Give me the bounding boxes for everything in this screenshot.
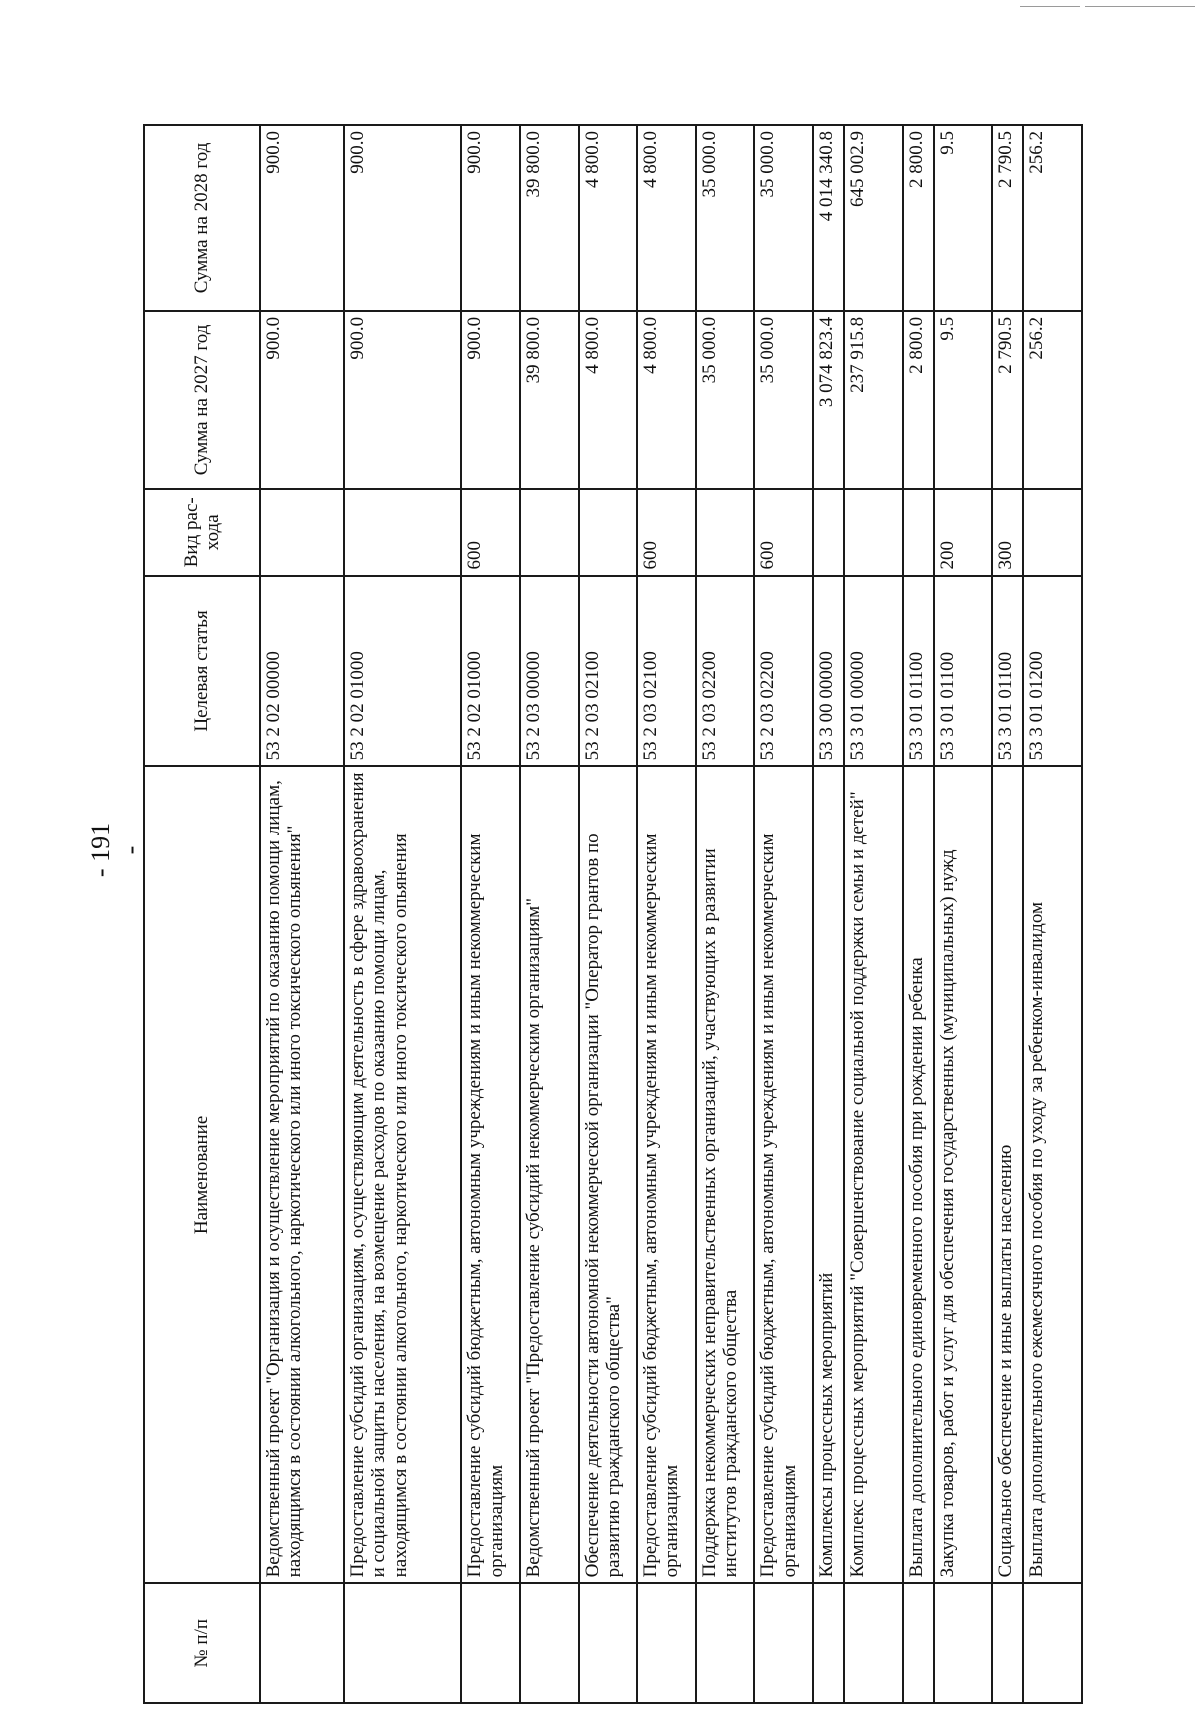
row-code-cell: 53 3 01 01100 (992, 576, 1023, 767)
row-num-cell (637, 1583, 696, 1703)
row-vid-cell: 600 (461, 489, 520, 576)
row-sum-2027-cell: 3 074 823.4 (813, 311, 844, 489)
table-row (992, 125, 1023, 1703)
row-name-cell: Выплата дополнительного ежемесячного пособия по уходу за ребенком-инвалидом (1023, 766, 1082, 1583)
row-sum-2028-cell: 256.2 (1023, 125, 1082, 311)
header-vid: Вид рас- хода (144, 489, 260, 576)
row-sum-2028-cell: 645 002.9 (844, 125, 903, 311)
row-code-cell: 53 3 01 01100 (903, 576, 934, 767)
row-vid-cell: 600 (754, 489, 813, 576)
row-num-cell (696, 1583, 755, 1703)
table-row (934, 125, 993, 1703)
table-row (637, 125, 696, 1703)
table-row (903, 125, 934, 1703)
row-vid-cell: 600 (637, 489, 696, 576)
row-code-cell: 53 2 02 01000 (461, 576, 520, 767)
row-sum-2027-cell: 237 915.8 (844, 311, 903, 489)
row-sum-2027-cell: 900.0 (344, 311, 461, 489)
row-sum-2027-cell: 4 800.0 (579, 311, 638, 489)
row-vid-cell (813, 489, 844, 576)
table-row (520, 125, 579, 1703)
row-vid-cell (520, 489, 579, 576)
page-number: - 191 - (86, 822, 145, 878)
row-num-cell (520, 1583, 579, 1703)
row-name-cell: Предоставление субсидий бюджетным, автономным учреждениям и иным некоммерческим организациям (754, 766, 813, 1583)
row-vid-cell (1023, 489, 1082, 576)
row-sum-2028-cell: 4 800.0 (579, 125, 638, 311)
budget-table-container (143, 124, 1083, 1704)
row-vid-cell: 300 (992, 489, 1023, 576)
table-row (844, 125, 903, 1703)
row-sum-2027-cell: 35 000.0 (754, 311, 813, 489)
row-sum-2027-cell: 39 800.0 (520, 311, 579, 489)
row-vid-cell (579, 489, 638, 576)
table-row (461, 125, 520, 1703)
table-row (754, 125, 813, 1703)
header-sum-2027: Сумма на 2027 год (144, 311, 260, 489)
row-name-cell: Выплата дополнительного единовременного пособия при рождении ребенка (903, 766, 934, 1583)
row-num-cell (260, 1583, 344, 1703)
header-name: Наименование (144, 766, 260, 1583)
table-row (1023, 125, 1082, 1703)
row-sum-2028-cell: 9.5 (934, 125, 993, 311)
scan-artifact-line (1085, 6, 1195, 7)
budget-table (143, 124, 1083, 1704)
scan-artifact-line (1020, 6, 1080, 7)
header-num: № п/п (144, 1583, 260, 1703)
row-name-cell: Обеспечение деятельности автономной некоммерческой организации "Оператор грантов по развитию гражданского общества" (579, 766, 638, 1583)
row-code-cell: 53 2 03 02100 (579, 576, 638, 767)
row-code-cell: 53 2 03 02200 (754, 576, 813, 767)
row-num-cell (992, 1583, 1023, 1703)
row-name-cell: Поддержка некоммерческих неправительственных организаций, участвующих в развитии институтов гражданского общества (696, 766, 755, 1583)
row-sum-2027-cell: 4 800.0 (637, 311, 696, 489)
row-num-cell (844, 1583, 903, 1703)
row-name-cell: Ведомственный проект "Организация и осуществление мероприятий по оказанию помощи лицам, находящимся в состоянии алкогольного, наркотического или иного токсического опьянения" (260, 766, 344, 1583)
row-num-cell (903, 1583, 934, 1703)
row-num-cell (934, 1583, 993, 1703)
row-vid-cell (344, 489, 461, 576)
table-row (344, 125, 461, 1703)
row-sum-2027-cell: 2 800.0 (903, 311, 934, 489)
table-row (579, 125, 638, 1703)
row-num-cell (579, 1583, 638, 1703)
row-sum-2027-cell: 900.0 (461, 311, 520, 489)
row-sum-2028-cell: 35 000.0 (754, 125, 813, 311)
row-name-cell: Социальное обеспечение и иные выплаты населению (992, 766, 1023, 1583)
row-code-cell: 53 3 01 01100 (934, 576, 993, 767)
header-code: Целевая статья (144, 576, 260, 767)
row-code-cell: 53 2 03 02100 (637, 576, 696, 767)
row-name-cell: Комплекс процессных мероприятий "Совершенствование социальной поддержки семьи и детей" (844, 766, 903, 1583)
row-vid-cell (903, 489, 934, 576)
row-code-cell: 53 2 02 00000 (260, 576, 344, 767)
row-sum-2028-cell: 39 800.0 (520, 125, 579, 311)
row-sum-2028-cell: 4 800.0 (637, 125, 696, 311)
row-code-cell: 53 3 01 00000 (844, 576, 903, 767)
row-sum-2027-cell: 256.2 (1023, 311, 1082, 489)
row-code-cell: 53 3 01 01200 (1023, 576, 1082, 767)
row-name-cell: Комплексы процессных мероприятий (813, 766, 844, 1583)
row-vid-cell (844, 489, 903, 576)
row-sum-2027-cell: 900.0 (260, 311, 344, 489)
row-sum-2028-cell: 4 014 340.8 (813, 125, 844, 311)
row-num-cell (344, 1583, 461, 1703)
row-num-cell (1023, 1583, 1082, 1703)
row-code-cell: 53 2 03 02200 (696, 576, 755, 767)
row-name-cell: Предоставление субсидий организациям, осуществляющим деятельность в сфере здравоохранения и социальной защиты населения, на возмещение расходов по оказанию помощи лицам, находящимся в состоянии алкогольного, наркотического или иного токсического опьянения (344, 766, 461, 1583)
row-name-cell: Предоставление субсидий бюджетным, автономным учреждениям и иным некоммерческим организациям (461, 766, 520, 1583)
row-sum-2028-cell: 2 790.5 (992, 125, 1023, 311)
row-sum-2028-cell: 35 000.0 (696, 125, 755, 311)
table-row (813, 125, 844, 1703)
row-vid-cell (260, 489, 344, 576)
table-row (696, 125, 755, 1703)
row-sum-2028-cell: 900.0 (461, 125, 520, 311)
row-code-cell: 53 3 00 00000 (813, 576, 844, 767)
row-sum-2028-cell: 2 800.0 (903, 125, 934, 311)
row-name-cell: Закупка товаров, работ и услуг для обеспечения государственных (муниципальных) нужд (934, 766, 993, 1583)
row-num-cell (813, 1583, 844, 1703)
row-name-cell: Предоставление субсидий бюджетным, автономным учреждениям и иным некоммерческим организациям (637, 766, 696, 1583)
row-sum-2028-cell: 900.0 (260, 125, 344, 311)
row-sum-2027-cell: 2 790.5 (992, 311, 1023, 489)
row-name-cell: Ведомственный проект "Предоставление субсидий некоммерческим организациям" (520, 766, 579, 1583)
table-row (260, 125, 344, 1703)
row-num-cell (461, 1583, 520, 1703)
row-num-cell (754, 1583, 813, 1703)
row-code-cell: 53 2 03 00000 (520, 576, 579, 767)
row-vid-cell: 200 (934, 489, 993, 576)
row-vid-cell (696, 489, 755, 576)
row-sum-2027-cell: 35 000.0 (696, 311, 755, 489)
header-sum-2028: Сумма на 2028 год (144, 125, 260, 311)
row-sum-2027-cell: 9.5 (934, 311, 993, 489)
row-code-cell: 53 2 02 01000 (344, 576, 461, 767)
row-sum-2028-cell: 900.0 (344, 125, 461, 311)
table-header-row (144, 125, 260, 1703)
